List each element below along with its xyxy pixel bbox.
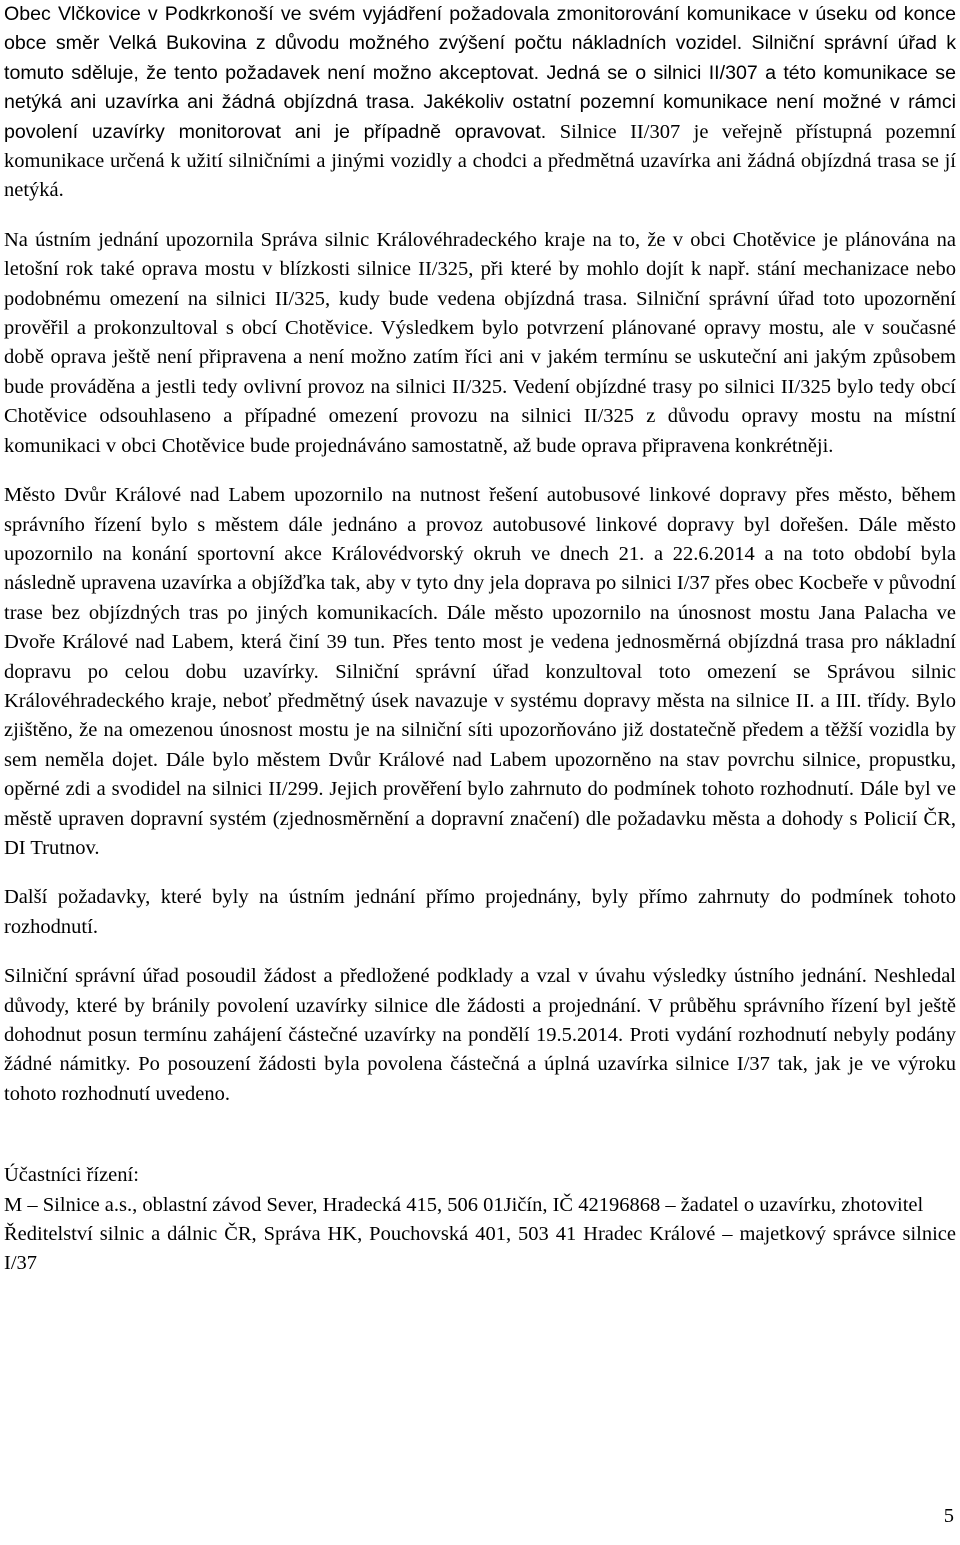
paragraph-gap bbox=[4, 942, 956, 962]
paragraph-gap bbox=[4, 863, 956, 883]
paragraph-chotevice: Na ústním jednání upozornila Správa silnic Královéhradeckého kraje na to, že v obci Chotěvice je plánována na letošní rok také oprava mostu v blízkosti silnice II/325, při které by mohlo dojít k např. stání mechanizace nebo podobnému omezení na silnici II/325, kudy bude vedena objízdná trasa. Silniční správní úřad toto upozornění prověřil a prokonzultoval s obcí Chotěvice. Výsledkem bylo potvrzení plánované opravy mostu, ale v současné době oprava ještě není připravena a není možno zatím říci ani v jakém termínu se uskuteční ani jakým způsobem bude prováděna a jestli tedy ovlivní provoz na silnici II/325. Vedení objízdné trasy po silnici II/325 bylo tedy obcí Chotěvice odsouhlaseno a případné omezení provozu na silnici II/325 z důvodu opravy mostu na místní komunikaci v obci Chotěvice bude projednáváno samostatně, až bude oprava připravena konkrétněji. bbox=[4, 228, 956, 457]
document-page bbox=[4, 0, 956, 1279]
participant-entry: Ředitelství silnic a dálnic ČR, Správa HK, Pouchovská 401, 503 41 Hradec Králové – majetkový správce silnice I/37 bbox=[4, 1223, 956, 1275]
paragraph-assessment: Silniční správní úřad posoudil žádost a předložené podklady a vzal v úvahu výsledky ústního jednání. Neshledal důvody, které by bránily povolení uzavírky silnice dle žádosti a projednání. V průběhu správního řízení byl ještě dohodnut posun termínu zahájení částečné uzavírky na pondělí 19.5.2014. Proti vydání rozhodnutí nebyly podány žádné námitky. Po posouzení žádosti byla povolena částečná a úplná uzavírka silnice I/37 tak, jak je ve výroku tohoto rozhodnutí uvedeno. bbox=[4, 965, 956, 1105]
paragraph-vlckovice-part1: Obec Vlčkovice v Podkrkonoší ve svém vyjádření požadovala zmonitorování komunikace v úseku od konce obce směr Velká Bukovina z důvodu možného zvýšení počtu nákladních vozidel. Silniční správní úřad k tomuto sděluje, že tento požadavek není možno akceptovat. Jedná se o silnici II/307 a této komunikace se netýká ani uzavírka ani žádná objízdná trasa. Jakékoliv ostatní pozemní komunikace není možné v rámci povolení uzavírky monitorovat ani je případně opravovat. bbox=[4, 3, 956, 143]
paragraph-gap bbox=[4, 206, 956, 226]
paragraph-vlckovice-part2: Silnice II/307 je veřejně přístupná pozemní komunikace určená k užití silničními a jinými vozidly a chodci a předmětná uzavírka ani žádná objízdná trasa se jí netýká. bbox=[4, 120, 956, 202]
paragraph-gap bbox=[4, 461, 956, 481]
section-gap bbox=[4, 1109, 956, 1161]
page-number: 5 bbox=[943, 1505, 954, 1527]
participant-entry: M – Silnice a.s., oblastní závod Sever, Hradecká 415, 506 01Jičín, IČ 42196868 – žadatel o uzavírku, zhotovitel bbox=[4, 1193, 924, 1216]
participants-heading: Účastníci řízení: bbox=[4, 1164, 139, 1187]
paragraph-other-requirements: Další požadavky, které byly na ústním jednání přímo projednány, byly přímo zahrnuty do podmínek tohoto rozhodnutí. bbox=[4, 886, 956, 938]
paragraph-dvur-kralove: Město Dvůr Králové nad Labem upozornilo na nutnost řešení autobusové linkové dopravy přes město, během správního řízení bylo s městem dále jednáno a provoz autobusové linkové dopravy byl dořešen. Dále město upozornilo na konání sportovní akce Královédvorský okruh ve dnech 21. a 22.6.2014 a na toto období byla následně upravena uzavírka a objížďka tak, aby v tyto dny jela doprava po silnici I/37 přes obec Kocbeře v původní trase bez objízdných tras po jiných komunikacích. Dále město upozornilo na únosnost mostu Jana Palacha ve Dvoře Králové nad Labem, která činí 39 tun. Přes tento most je vedena jednosměrná objízdná trasa pro nákladní dopravu po celou dobu uzavírky. Silniční správní úřad konzultoval toto omezení se Správou silnic Královéhradeckého kraje, neboť předmětný úsek navazuje v systému dopravy města na silnice II. a III. třídy. Bylo zjištěno, že na omezenou únosnost mostu je na silniční síti upozorňováno již dostatečně předem a těžší vozidla by sem neměla dojet. Dále bylo městem Dvůr Králové nad Labem upozorněno na stav povrchu silnice, propustku, opěrné zdi a svodidel na silnici II/299. Jejich prověření bylo zahrnuto do podmínek tohoto rozhodnutí. Dále byl ve městě upraven dopravní systém (zjednosměrnění a dopravní značení) dle požadavku města a dohody s Policií ČR, DI Trutnov. bbox=[4, 484, 956, 859]
paragraph-vlckovice bbox=[4, 0, 956, 206]
